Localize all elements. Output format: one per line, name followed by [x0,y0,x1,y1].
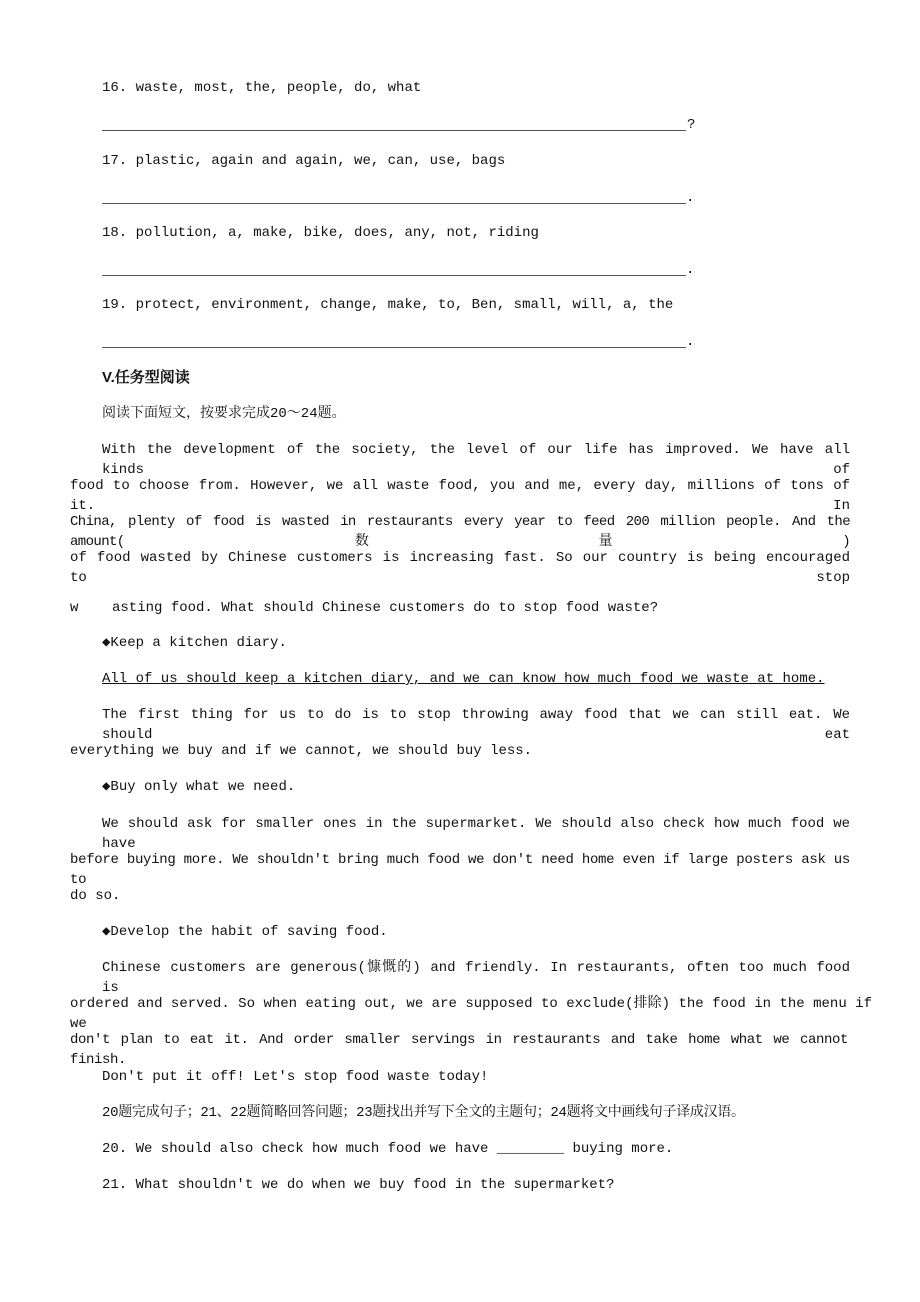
underlined-sentence: All of us should keep a kitchen diary, and we can know how much food we waste at home. [102,671,825,687]
passage-line: before buying more. We shouldn't bring much food we don't need home even if large posters ask us to [70,852,850,888]
task-instruction: 20题完成句子；21、22题简略回答问题；23题找出并写下全文的主题句；24题将文中画线句子译成汉语。 [102,1105,745,1121]
question-17: 17. plastic, again and again, we, can, use, bags [102,153,506,169]
passage-line: China, plenty of food is wasted in restaurants every year to feed 200 million people. And the amount(数量) [70,514,850,550]
answer-line-16[interactable] [102,130,686,131]
answer-line-17[interactable] [102,203,686,204]
passage-line: The first thing for us to do is to stop throwing away food that we can still eat. We should eat [102,707,850,743]
instruction: 阅读下面短文，按要求完成20～24题。 [102,406,346,422]
answer-end-17: . [686,190,695,206]
answer-end-16: ? [687,117,696,133]
passage-line: Don't put it off! Let's stop food waste today! [102,1069,489,1085]
passage-line: do so. [70,888,121,904]
question-18: 18. pollution, a, make, bike, does, any, not, riding [102,225,539,241]
question-21: 21. What shouldn't we do when we buy food in the supermarket? [102,1177,615,1193]
answer-line-19[interactable] [102,347,686,348]
passage-line: don't plan to eat it. And order smaller servings in restaurants and take home what we cannot finish. [70,1032,848,1068]
passage-line: ordered and served. So when eating out, we are supposed to exclude(排除) the food in the menu if we [70,996,872,1032]
passage-line: w asting food. What should Chinese customers do to stop food waste? [70,600,659,616]
question-20: 20. We should also check how much food we have ________ buying more. [102,1141,674,1157]
question-19: 19. protect, environment, change, make, to, Ben, small, will, a, the [102,297,674,313]
answer-line-18[interactable] [102,275,686,276]
passage-line: With the development of the society, the level of our life has improved. We have all kinds of [102,442,850,478]
passage-line: Chinese customers are generous(慷慨的) and friendly. In restaurants, often too much food is [102,960,850,996]
passage-line: of food wasted by Chinese customers is increasing fast. So our country is being encouraged to stop [70,550,850,586]
question-16: 16. waste, most, the, people, do, what [102,80,422,96]
section-title: V.任务型阅读 [102,369,190,386]
passage-line: everything we buy and if we cannot, we should buy less. [70,743,533,759]
passage-line: food to choose from. However, we all waste food, you and me, every day, millions of tons of it. In [70,478,850,514]
subheading-kitchen-diary: ◆Keep a kitchen diary. [102,635,287,651]
answer-end-19: . [686,334,695,350]
subheading-saving-food: ◆Develop the habit of saving food. [102,924,388,940]
subheading-buy-only: ◆Buy only what we need. [102,779,296,795]
passage-line: We should ask for smaller ones in the supermarket. We should also check how much food we have [102,816,850,852]
answer-end-18: . [686,262,695,278]
